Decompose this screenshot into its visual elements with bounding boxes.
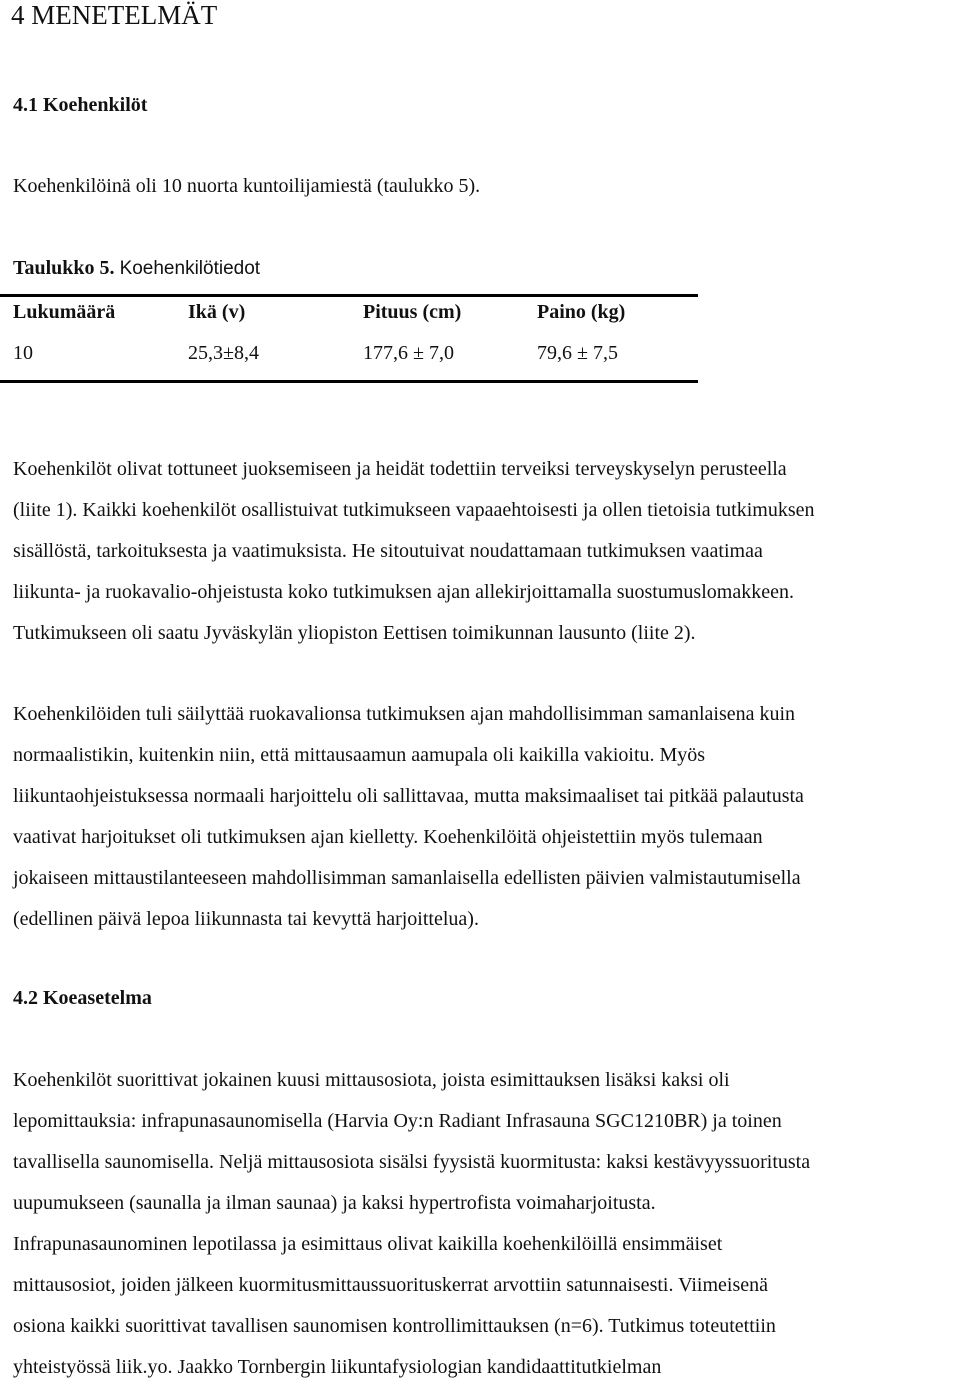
- paragraph-line: vaativat harjoitukset oli tutkimuksen ajan kielletty. Koehenkilöitä ohjeistettiin myös tulemaan: [13, 826, 763, 848]
- paragraph-line: osiona kaikki suorittivat tavallisen saunomisen kontrollimittauksen (n=6). Tutkimus toteutettiin: [13, 1315, 776, 1337]
- table-header-age: Ikä (v): [188, 301, 246, 323]
- table-caption-label: Taulukko 5.: [13, 257, 115, 279]
- paragraph-subjects: [13, 449, 960, 654]
- paragraph-line: jokaiseen mittaustilanteeseen mahdollisimman samanlaisella edellisten päivien valmistautumisella: [13, 867, 801, 889]
- paragraph-line: uupumukseen (saunalla ja ilman saunaa) ja kaksi hypertrofista voimaharjoitusta.: [13, 1192, 656, 1214]
- paragraph-line: liikunta- ja ruokavalio-ohjeistusta koko tutkimuksen ajan allekirjoittamalla suostumuslomakkeen.: [13, 581, 794, 603]
- table-header-count: Lukumäärä: [13, 301, 116, 323]
- paragraph-line: lepomittauksia: infrapunasaunomisella (Harvia Oy:n Radiant Infrasauna SGC1210BR) ja toinen: [13, 1110, 782, 1132]
- table-cell-height: 177,6 ± 7,0: [363, 342, 454, 364]
- paragraph-line: sisällöstä, tarkoituksesta ja vaatimuksista. He sitoutuivat noudattamaan tutkimuksen vaatimaa: [13, 540, 763, 562]
- paragraph-line: Koehenkilöt olivat tottuneet juoksemiseen ja heidät todettiin terveiksi terveyskyselyn perusteella: [13, 458, 787, 480]
- paragraph-line: Tutkimukseen oli saatu Jyväskylän yliopiston Eettisen toimikunnan lausunto (liite 2).: [13, 622, 696, 644]
- table-cell-age: 25,3±8,4: [188, 342, 259, 364]
- paragraph-line: (edellinen päivä lepoa liikunnasta tai kevyttä harjoittelua).: [13, 908, 479, 930]
- paragraph-line: yhteistyössä liik.yo. Jaakko Tornbergin liikuntafysiologian kandidaattitutkielman: [13, 1356, 662, 1378]
- paragraph-line: Koehenkilöiden tuli säilyttää ruokavalionsa tutkimuksen ajan mahdollisimman samanlaisena kuin: [13, 703, 796, 725]
- paragraph-diet: [13, 694, 960, 940]
- table-cell-weight: 79,6 ± 7,5: [537, 342, 618, 364]
- paragraph-line: (liite 1). Kaikki koehenkilöt osallistuivat tutkimukseen vapaaehtoisesti ja ollen tietoisia tutkimuksen: [13, 499, 815, 521]
- paragraph-line: liikuntaohjeistuksessa normaali harjoittelu oli sallittavaa, mutta maksimaaliset tai pitkää palautusta: [13, 785, 804, 807]
- paragraph-line: mittausosiot, joiden jälkeen kuormitusmittaussuorituskerrat arvottiin satunnaisesti. Viimeisenä: [13, 1274, 768, 1296]
- paragraph-line: Koehenkilöinä oli 10 nuorta kuntoilijamiestä (taulukko 5).: [13, 175, 481, 197]
- table-bottom-rule: [0, 380, 698, 383]
- table-caption: [13, 254, 260, 283]
- paragraph-line: Infrapunasaunominen lepotilassa ja esimittaus olivat kaikilla koehenkilöillä ensimmäiset: [13, 1233, 723, 1255]
- paragraph-design: [13, 1060, 960, 1388]
- table-top-rule: [0, 294, 698, 297]
- paragraph-line: tavallisella saunomisella. Neljä mittausosiota sisälsi fyysistä kuormitusta: kaksi kestävyyssuoritusta: [13, 1151, 811, 1173]
- section-heading-4-1: 4.1 Koehenkilöt: [13, 94, 148, 116]
- table-caption-text: Koehenkilötiedot: [119, 258, 261, 279]
- paragraph-line: normaalistikin, kuitenkin niin, että mittausaamun aamupala oli kaikilla vakioitu. Myös: [13, 744, 706, 766]
- table-cell-count: 10: [13, 342, 33, 364]
- paragraph-line: Koehenkilöt suorittivat jokainen kuusi mittausosiota, joista esimittauksen lisäksi kaksi oli: [13, 1069, 730, 1091]
- chapter-title: 4 MENETELMÄT: [11, 0, 218, 30]
- intro-paragraph: [13, 166, 960, 207]
- section-heading-4-2: 4.2 Koeasetelma: [13, 987, 152, 1009]
- table-header-weight: Paino (kg): [537, 301, 626, 323]
- table-header-height: Pituus (cm): [363, 301, 462, 323]
